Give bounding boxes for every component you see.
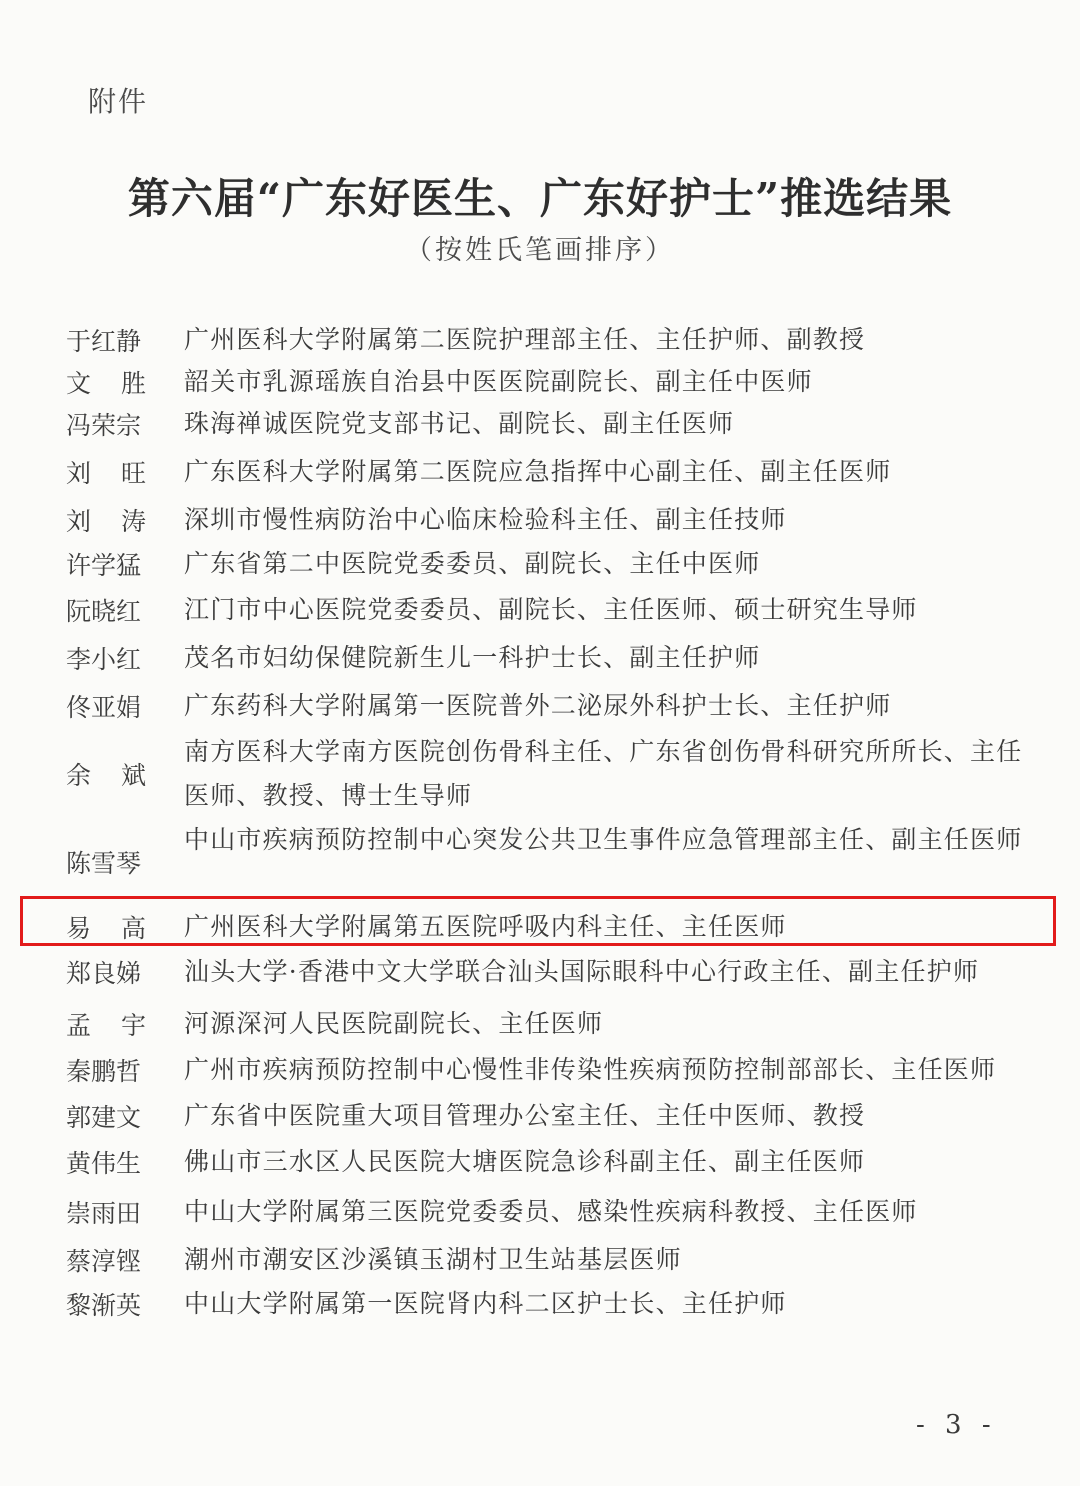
person-title: 中山大学附属第三医院党委委员、感染性疾病科教授、主任医师 — [184, 1197, 918, 1226]
person-title: 深圳市慢性病防治中心临床检验科主任、副主任技师 — [184, 505, 787, 534]
person-title: 广州医科大学附属第二医院护理部主任、主任护师、副教授 — [184, 325, 866, 354]
highlight-box — [20, 896, 1056, 946]
person-name: 许学猛 — [66, 551, 142, 580]
person-title: 中山市疾病预防控制中心突发公共卫生事件应急管理部主任、副主任医师 — [184, 825, 1023, 854]
person-name: 郭建文 — [66, 1103, 142, 1132]
person-title: 广东医科大学附属第二医院应急指挥中心副主任、副主任医师 — [184, 457, 892, 486]
person-title: 中山大学附属第一医院肾内科二区护士长、主任护师 — [184, 1289, 787, 1318]
person-name: 黎渐英 — [66, 1291, 142, 1320]
name-char: 易 — [66, 914, 92, 943]
person-name — [66, 756, 146, 792]
name-char: 斌 — [120, 761, 146, 790]
person-name: 佟亚娟 — [66, 693, 142, 722]
person-title: 汕头大学·香港中文大学联合汕头国际眼科中心行政主任、副主任护师 — [184, 957, 980, 986]
name-char: 刘 — [66, 507, 92, 536]
person-name — [66, 364, 146, 400]
person-name: 秦鹏哲 — [66, 1057, 142, 1086]
person-title: 茂名市妇幼保健院新生儿一科护士长、副主任护师 — [184, 643, 761, 672]
name-char: 文 — [66, 369, 92, 398]
person-title: 韶关市乳源瑶族自治县中医医院副院长、副主任中医师 — [184, 367, 813, 396]
person-title: 广州医科大学附属第五医院呼吸内科主任、主任医师 — [184, 912, 787, 941]
page-number: - 3 - — [916, 1410, 997, 1440]
person-name: 陈雪琴 — [66, 849, 142, 878]
person-title: 珠海禅诚医院党支部书记、副院长、副主任医师 — [184, 409, 735, 438]
name-char: 高 — [120, 914, 146, 943]
attachment-label: 附件 — [88, 85, 149, 118]
document-title: 第六届“广东好医生、广东好护士”推选结果 — [127, 174, 953, 223]
person-name: 崇雨田 — [66, 1199, 142, 1228]
name-char: 刘 — [66, 459, 92, 488]
person-title: 广东省中医院重大项目管理办公室主任、主任中医师、教授 — [184, 1101, 866, 1130]
document-subtitle: （按姓氏笔画排序） — [405, 235, 675, 266]
person-title: 河源深河人民医院副院长、主任医师 — [184, 1009, 604, 1038]
person-name: 冯荣宗 — [66, 411, 142, 440]
name-char: 旺 — [120, 459, 146, 488]
person-title: 江门市中心医院党委委员、副院长、主任医师、硕士研究生导师 — [184, 595, 918, 624]
person-name: 阮晓红 — [66, 597, 142, 626]
name-char: 宇 — [120, 1011, 146, 1040]
person-name: 黄伟生 — [66, 1149, 142, 1178]
person-title: 广东省第二中医院党委委员、副院长、主任中医师 — [184, 549, 761, 578]
name-char: 余 — [66, 761, 92, 790]
person-name: 蔡淳铿 — [66, 1247, 142, 1276]
person-name: 李小红 — [66, 645, 142, 674]
person-title: 南方医科大学南方医院创伤骨科主任、广东省创伤骨科研究所所长、主任医师、教授、博士生导师 — [184, 737, 1023, 810]
person-title: 广东药科大学附属第一医院普外二泌尿外科护士长、主任护师 — [184, 691, 892, 720]
person-name — [66, 1006, 146, 1042]
person-title: 潮州市潮安区沙溪镇玉湖村卫生站基层医师 — [184, 1245, 682, 1274]
person-name: 于红静 — [66, 327, 142, 356]
name-char: 涛 — [120, 507, 146, 536]
person-name — [66, 454, 146, 490]
person-title: 广州市疾病预防控制中心慢性非传染性疾病预防控制部部长、主任医师 — [184, 1055, 997, 1084]
person-name: 郑良娣 — [66, 959, 142, 988]
name-char: 胜 — [120, 369, 146, 398]
person-name — [66, 502, 146, 538]
name-char: 孟 — [66, 1011, 92, 1040]
person-title: 佛山市三水区人民医院大塘医院急诊科副主任、副主任医师 — [184, 1147, 866, 1176]
